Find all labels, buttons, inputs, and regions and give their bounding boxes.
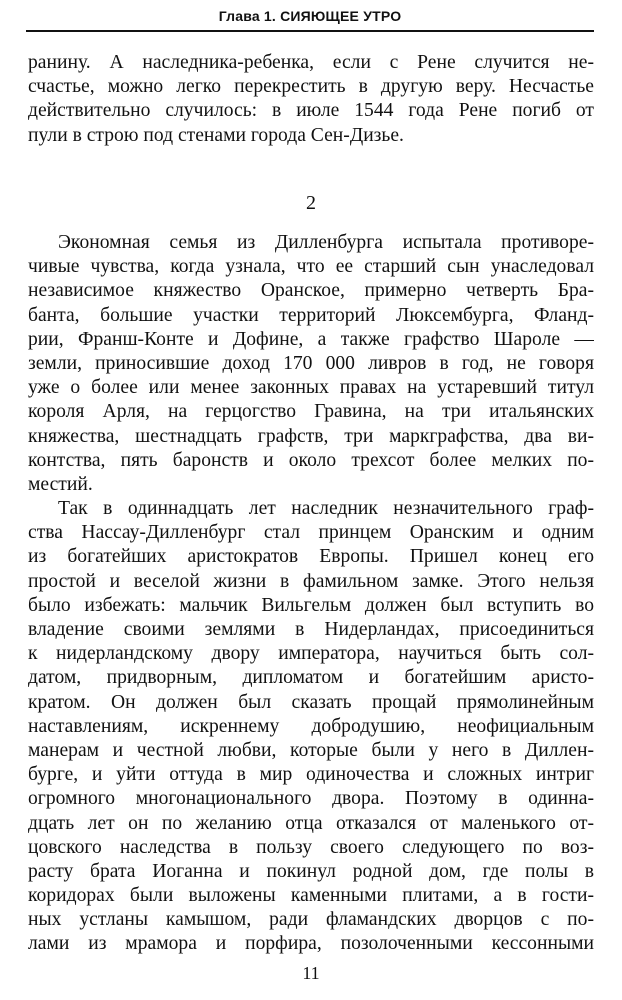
text-line: датом, придворным, дипломатом и богатейшим аристо- bbox=[28, 667, 594, 689]
text-line: Так в одиннадцать лет наследник незначительного граф- bbox=[58, 498, 594, 520]
text-line: дцать лет он по желанию отца отказался от маленького от- bbox=[28, 812, 594, 834]
text-line: княжества, шестнадцать графств, три маркграфства, два ви- bbox=[28, 425, 594, 447]
text-line: бурге, и уйти оттуда в мир одиночества и сложных интриг bbox=[28, 764, 594, 786]
text-line: местий. bbox=[28, 473, 93, 495]
text-line: расту брата Иоганна и покинул родной дом, где полы в bbox=[28, 860, 594, 882]
text-line: пули в строю под стенами города Сен-Дизье. bbox=[28, 124, 404, 146]
chapter-title: Глава 1. СИЯЮЩЕЕ УТРО bbox=[218, 8, 402, 24]
continued-paragraph bbox=[28, 51, 594, 148]
text-line: ранину. А наследника-ребенка, если с Рене случится не- bbox=[28, 52, 594, 73]
section-number: 2 bbox=[306, 192, 316, 214]
text-line: наставлениям, искреннему добродушию, неофициальным bbox=[28, 715, 594, 737]
text-line: было избежать: мальчик Вильгельм должен был вступить во bbox=[28, 594, 594, 616]
text-line: независимое княжество Оранское, примерно четверть Бра- bbox=[28, 280, 594, 302]
text-line: Экономная семья из Дилленбурга испытала противоре- bbox=[58, 232, 594, 253]
page-number: 11 bbox=[302, 963, 320, 983]
text-line: контства, пять баронств и около трехсот более мелких по- bbox=[28, 449, 594, 471]
text-line: земли, приносившие доход 170 000 ливров в год, не говоря bbox=[28, 352, 594, 374]
text-line: манерам и честной любви, которые были у него в Диллен- bbox=[28, 739, 594, 761]
text-line: владение своими землями в Нидерландах, присоединиться bbox=[28, 619, 594, 640]
running-header bbox=[26, 6, 594, 32]
text-line: из богатейших аристократов Европы. Пришел конец его bbox=[28, 546, 594, 568]
text-line: счастье, можно легко перекрестить в другую веру. Несчастье bbox=[28, 76, 594, 98]
text-line: огромного многонационального двора. Поэтому в одинна- bbox=[28, 788, 594, 810]
text-line: чивые чувства, когда узнала, что ее старший сын унаследовал bbox=[28, 256, 594, 278]
text-line: ства Нассау-Дилленбург стал принцем Оранским и одним bbox=[28, 522, 594, 544]
text-line: действительно случилось: в июле 1544 года Рене погиб от bbox=[28, 100, 594, 122]
text-line: коридорах были выложены каменными плитами, а в гости- bbox=[28, 885, 594, 907]
text-line: цовского наследства в пользу своего следующего по воз- bbox=[28, 836, 594, 858]
text-line: простой и веселой жизни в фамильном замке. Этого нельзя bbox=[28, 570, 594, 592]
text-line: уже о более или менее законных правах на устаревший титул bbox=[28, 377, 594, 399]
text-line: ных устланы камышом, ради фламандских дворцов с по- bbox=[28, 909, 594, 931]
text-line: рии, Франш-Конте и Дофине, а также графство Шароле — bbox=[28, 328, 594, 350]
text-line: банта, большие участки территорий Люксембурга, Фланд- bbox=[28, 304, 594, 326]
text-line: короля Арля, на герцогство Гравина, на три итальянских bbox=[28, 401, 594, 423]
text-line: к нидерландскому двору императора, научиться быть сол- bbox=[28, 643, 594, 665]
text-line: кратом. Он должен был сказать прощай прямолинейным bbox=[28, 691, 594, 713]
text-line: лами из мрамора и порфира, позолоченными кессонными bbox=[28, 933, 594, 955]
main-text bbox=[28, 231, 594, 957]
